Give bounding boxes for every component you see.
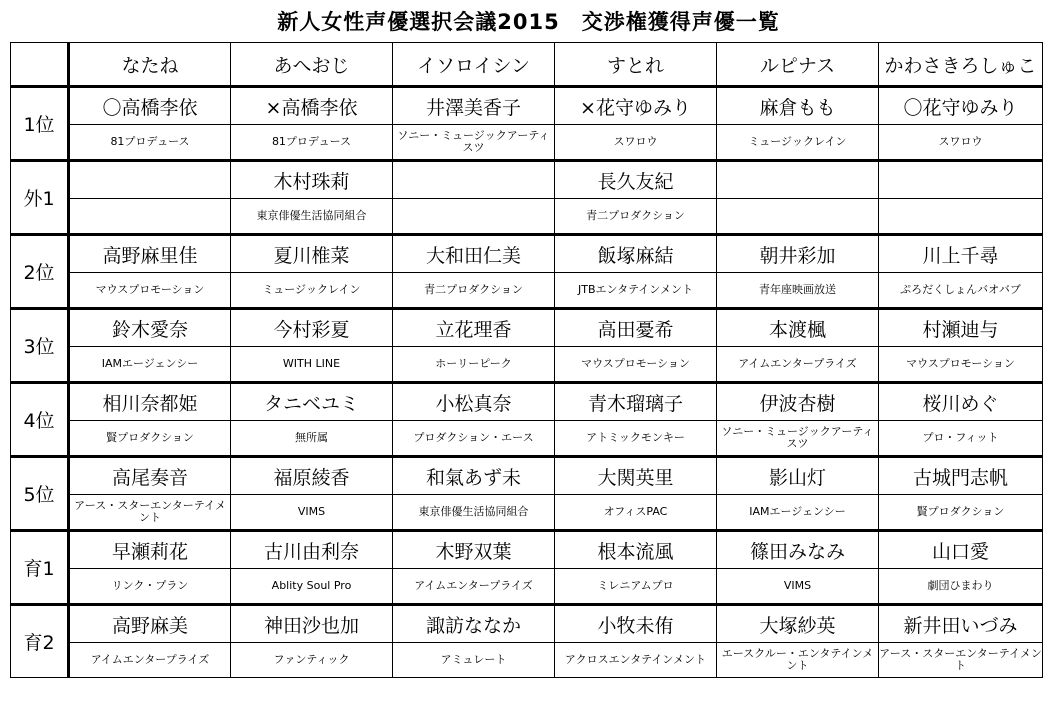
column-header: ルピナス [717,43,879,87]
agency-name: スワロウ [555,125,717,161]
seiyuu-name [393,161,555,199]
seiyuu-name: 小松真奈 [393,383,555,421]
seiyuu-name: 立花理香 [393,309,555,347]
agency-name: 青年座映画放送 [717,273,879,309]
agency-name: IAMエージェンシー [69,347,231,383]
agency-name: エースクルー・エンタテインメント [717,643,879,678]
rank-label: 4位 [11,383,69,457]
rank-label: 5位 [11,457,69,531]
seiyuu-name: 井澤美香子 [393,87,555,125]
agency-name: 青二プロダクション [393,273,555,309]
seiyuu-name: 村瀬迪与 [879,309,1043,347]
seiyuu-name: 高田憂希 [555,309,717,347]
table-row [11,643,1043,678]
agency-name: 青二プロダクション [555,199,717,235]
seiyuu-name: 新井田いづみ [879,605,1043,643]
seiyuu-name: 神田沙也加 [231,605,393,643]
agency-name [717,199,879,235]
agency-name: アトミックモンキー [555,421,717,457]
seiyuu-name: 和氣あず未 [393,457,555,495]
column-header: すとれ [555,43,717,87]
seiyuu-name: 大塚紗英 [717,605,879,643]
agency-name: アミュレート [393,643,555,678]
agency-name: 賢プロダクション [69,421,231,457]
table-row [11,347,1043,383]
seiyuu-name: 長久友紀 [555,161,717,199]
seiyuu-name: 大関英里 [555,457,717,495]
table-row [11,531,1043,569]
seiyuu-name: 影山灯 [717,457,879,495]
agency-name: ミュージックレイン [231,273,393,309]
agency-name: マウスプロモーション [69,273,231,309]
table-row [11,605,1043,643]
corner-cell [11,43,69,87]
rank-label: 3位 [11,309,69,383]
seiyuu-name: 木野双葉 [393,531,555,569]
page-title: 新人女性声優選択会議2015 交渉権獲得声優一覧 [277,10,780,34]
rank-label: 育2 [11,605,69,678]
agency-name [69,199,231,235]
agency-name: オフィスPAC [555,495,717,531]
agency-name: JTBエンタテインメント [555,273,717,309]
agency-name: ミュージックレイン [717,125,879,161]
seiyuu-name [879,161,1043,199]
seiyuu-name: 〇高橋李依 [69,87,231,125]
agency-name: マウスプロモーション [555,347,717,383]
agency-name: VIMS [717,569,879,605]
seiyuu-name [717,161,879,199]
table-row [11,87,1043,125]
agency-name: ミレニアムプロ [555,569,717,605]
column-header: かわさきろしゅこ [879,43,1043,87]
seiyuu-name: 今村彩夏 [231,309,393,347]
seiyuu-name: 木村珠莉 [231,161,393,199]
agency-name: プロ・フィット [879,421,1043,457]
seiyuu-name: 高尾奏音 [69,457,231,495]
seiyuu-name: 古川由利奈 [231,531,393,569]
agency-name: リンク・プラン [69,569,231,605]
agency-name: プロダクション・エース [393,421,555,457]
seiyuu-name: 青木瑠璃子 [555,383,717,421]
draft-results-table [10,42,1043,678]
agency-name: ソニー・ミュージックアーティスツ [717,421,879,457]
table-row [11,309,1043,347]
rank-label: 1位 [11,87,69,161]
agency-name: マウスプロモーション [879,347,1043,383]
agency-name [879,199,1043,235]
agency-name: アイムエンタープライズ [717,347,879,383]
agency-name: アクロスエンタテインメント [555,643,717,678]
seiyuu-name: 諏訪ななか [393,605,555,643]
seiyuu-name: 川上千尋 [879,235,1043,273]
table-row [11,421,1043,457]
seiyuu-name: 鈴木愛奈 [69,309,231,347]
table-row [11,235,1043,273]
agency-name: ぷろだくしょんバオバブ [879,273,1043,309]
table-row [11,457,1043,495]
seiyuu-name: 相川奈都姫 [69,383,231,421]
agency-name: 賢プロダクション [879,495,1043,531]
agency-name: 東京俳優生活協同組合 [393,495,555,531]
table-row [11,273,1043,309]
agency-name: アース・スターエンターテイメント [69,495,231,531]
seiyuu-name: 福原綾香 [231,457,393,495]
column-header: あへおじ [231,43,393,87]
seiyuu-name: 篠田みなみ [717,531,879,569]
agency-name: 東京俳優生活協同組合 [231,199,393,235]
table-row [11,161,1043,199]
seiyuu-name: 高野麻美 [69,605,231,643]
table-row [11,495,1043,531]
header-row [11,43,1043,87]
agency-name: アース・スターエンターテイメント [879,643,1043,678]
table-row [11,569,1043,605]
table-row [11,383,1043,421]
agency-name: 81プロデュース [231,125,393,161]
agency-name [393,199,555,235]
column-header: なたね [69,43,231,87]
seiyuu-name: 根本流風 [555,531,717,569]
seiyuu-name: 本渡楓 [717,309,879,347]
table-row [11,199,1043,235]
seiyuu-name: 高野麻里佳 [69,235,231,273]
seiyuu-name: ×高橋李依 [231,87,393,125]
agency-name: ホーリーピーク [393,347,555,383]
agency-name: WITH LINE [231,347,393,383]
table-row [11,125,1043,161]
agency-name: IAMエージェンシー [717,495,879,531]
seiyuu-name: 山口愛 [879,531,1043,569]
agency-name: アイムエンタープライズ [393,569,555,605]
seiyuu-name: ×花守ゆみり [555,87,717,125]
rank-label: 2位 [11,235,69,309]
seiyuu-name [69,161,231,199]
seiyuu-name: 古城門志帆 [879,457,1043,495]
agency-name: Ablity Soul Pro [231,569,393,605]
seiyuu-name: 早瀬莉花 [69,531,231,569]
seiyuu-name: 飯塚麻結 [555,235,717,273]
seiyuu-name: 桜川めぐ [879,383,1043,421]
agency-name: 81プロデュース [69,125,231,161]
agency-name: 劇団ひまわり [879,569,1043,605]
agency-name: ソニー・ミュージックアーティスツ [393,125,555,161]
agency-name: VIMS [231,495,393,531]
agency-name: 無所属 [231,421,393,457]
seiyuu-name: 伊波杏樹 [717,383,879,421]
seiyuu-name: 朝井彩加 [717,235,879,273]
seiyuu-name: 夏川椎菜 [231,235,393,273]
rank-label: 外1 [11,161,69,235]
agency-name: アイムエンタープライズ [69,643,231,678]
agency-name: ファンティック [231,643,393,678]
column-header: イソロイシン [393,43,555,87]
rank-label: 育1 [11,531,69,605]
seiyuu-name: 〇花守ゆみり [879,87,1043,125]
seiyuu-name: 大和田仁美 [393,235,555,273]
seiyuu-name: 小牧未侑 [555,605,717,643]
seiyuu-name: タニベユミ [231,383,393,421]
agency-name: スワロウ [879,125,1043,161]
seiyuu-name: 麻倉もも [717,87,879,125]
